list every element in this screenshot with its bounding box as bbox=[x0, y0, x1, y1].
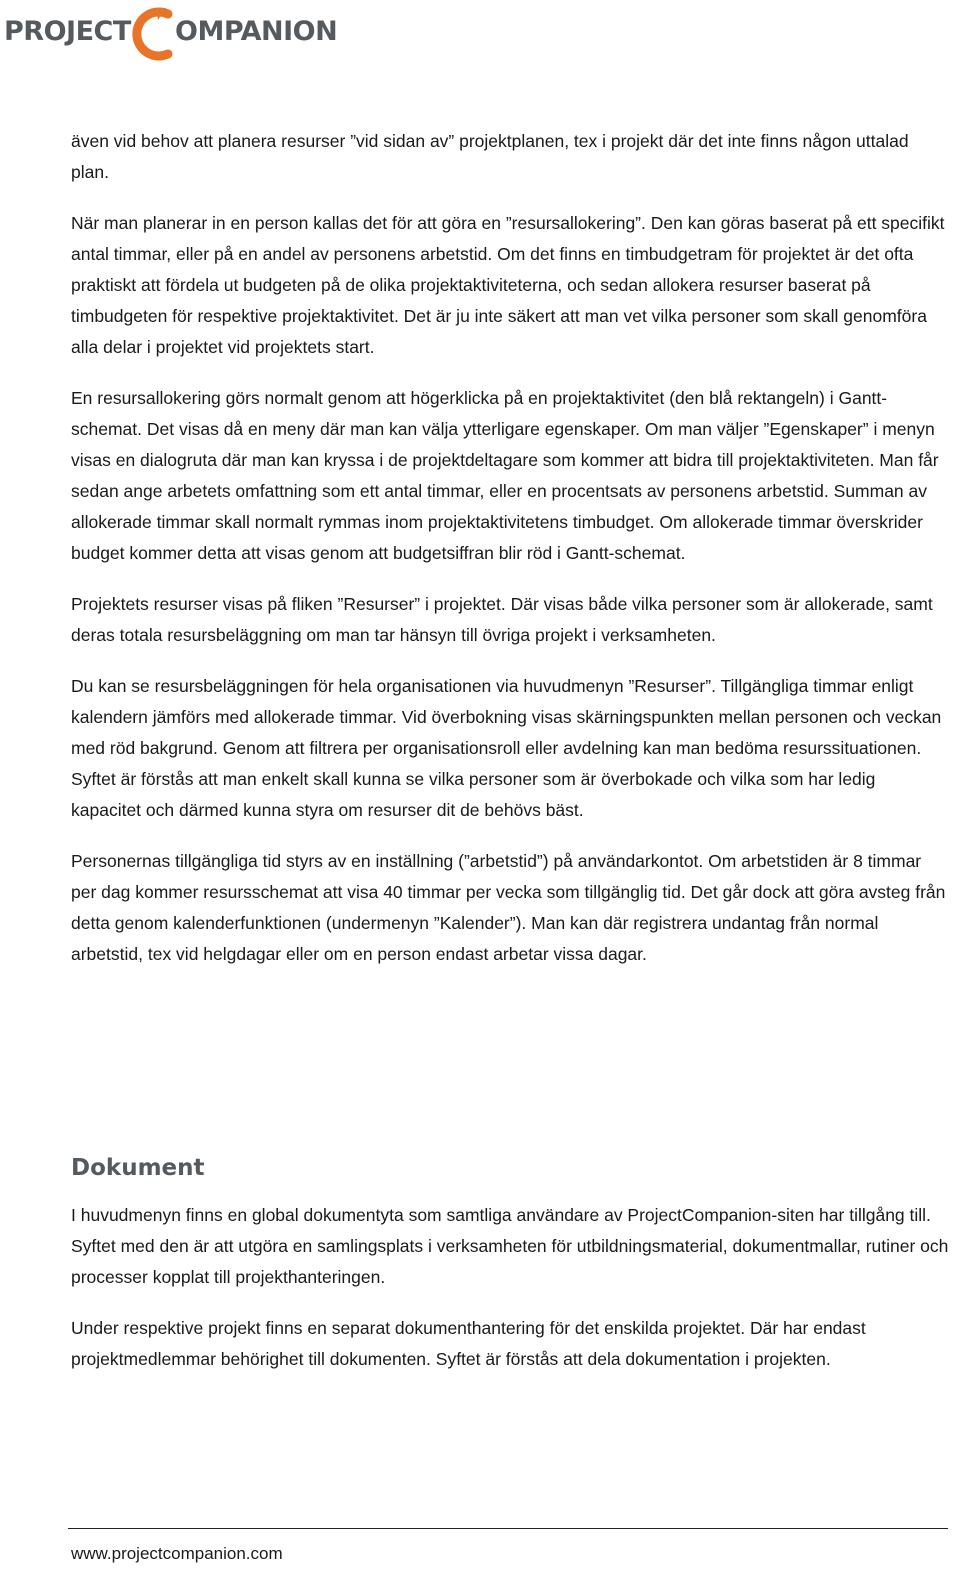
project-companion-logo bbox=[4, 4, 338, 64]
document-section-body bbox=[71, 1200, 949, 1395]
section-heading-dokument: Dokument bbox=[71, 1155, 205, 1181]
paragraph-organisation-resources: Du kan se resursbeläggningen för hela organisationen via huvudmenyn ”Resurser”. Tillgängliga timmar enligt kalendern jämförs med allokerade timmar. Vid överbokning visas skärningspunkten mellan personen och veckan med röd bakgrund. Genom att filtrera per organisationsroll eller avdelning kan man bedöma resurssituationen. Syftet är förstås att man enkelt skall kunna se vilka personer som är överbokade och vilka som har ledig kapacitet och därmed kunna styra om resurser dit de behövs bäst. bbox=[71, 676, 942, 820]
logo-c-swoosh-icon bbox=[128, 4, 178, 64]
paragraph-project-resources-tab: Projektets resurser visas på fliken ”Resurser” i projektet. Där visas både vilka personer som är allokerade, samt deras totala resursbeläggning om man tar hänsyn till övriga projekt i verksamheten. bbox=[71, 594, 933, 645]
paragraph-project-documents: Under respektive projekt finns en separat dokumenthantering för det enskilda projektet. Där har endast projektmedlemmar behörighet till dokumenten. Syftet är förstås att dela dokumentation i projekten. bbox=[71, 1318, 866, 1369]
paragraph-resource-planning: även vid behov att planera resurser ”vid sidan av” projektplanen, tex i projekt där det inte finns någon uttalad plan. bbox=[71, 131, 909, 182]
paragraph-resource-allocation: När man planerar in en person kallas det för att göra en ”resursallokering”. Den kan göras baserat på ett specifikt antal timmar, eller på en andel av personens arbetstid. Om det finns en timbudgetram för projektet är det ofta praktiskt att fördela ut budgeten på de olika projektaktiviteterna, och sedan allokera resurser baserat på timbudgeten för respektive projektaktivitet. Det är ju inte säkert att man vet vilka personer som skall genomföra alla delar i projektet vid projektets start. bbox=[71, 213, 945, 357]
logo-text-ompanion: OMPANION bbox=[175, 16, 338, 47]
logo-text-project: PROJECT bbox=[4, 16, 131, 47]
paragraph-allocation-howto: En resursallokering görs normalt genom att högerklicka på en projektaktivitet (den blå rektangeln) i Gantt-schemat. Det visas då en meny där man kan välja ytterligare egenskaper. Om man väljer ”Egenskaper” i menyn visas en dialogruta där man kan kryssa i de projektdeltagare som kommer att bidra till projektaktiviteten. Man får sedan ange arbetets omfattning som ett antal timmar, eller en procentsats av personens arbetstid. Summan av allokerade timmar skall normalt rymmas inom projektaktivitetens timbudget. Om allokerade timmar överskrider budget kommer detta att visas genom att budgetsiffran blir röd i Gantt-schemat. bbox=[71, 388, 939, 563]
footer-divider bbox=[68, 1528, 948, 1529]
document-body bbox=[71, 126, 949, 990]
paragraph-global-documents: I huvudmenyn finns en global dokumentyta som samtliga användare av ProjectCompanion-siten har tillgång till. Syftet med den är att utgöra en samlingsplats i verksamheten för utbildningsmaterial, dokumentmallar, rutiner och processer kopplat till projekthanteringen. bbox=[71, 1205, 949, 1287]
paragraph-working-time: Personernas tillgängliga tid styrs av en inställning (”arbetstid”) på användarkontot. Om arbetstiden är 8 timmar per dag kommer resursschemat att visa 40 timmar per vecka som tillgänglig tid. Det går dock att göra avsteg från detta genom kalenderfunktionen (undermenyn ”Kalender”). Man kan där registrera undantag från normal arbetstid, tex vid helgdagar eller om en person endast arbetar vissa dagar. bbox=[71, 851, 946, 964]
footer-url: www.projectcompanion.com bbox=[71, 1544, 283, 1563]
